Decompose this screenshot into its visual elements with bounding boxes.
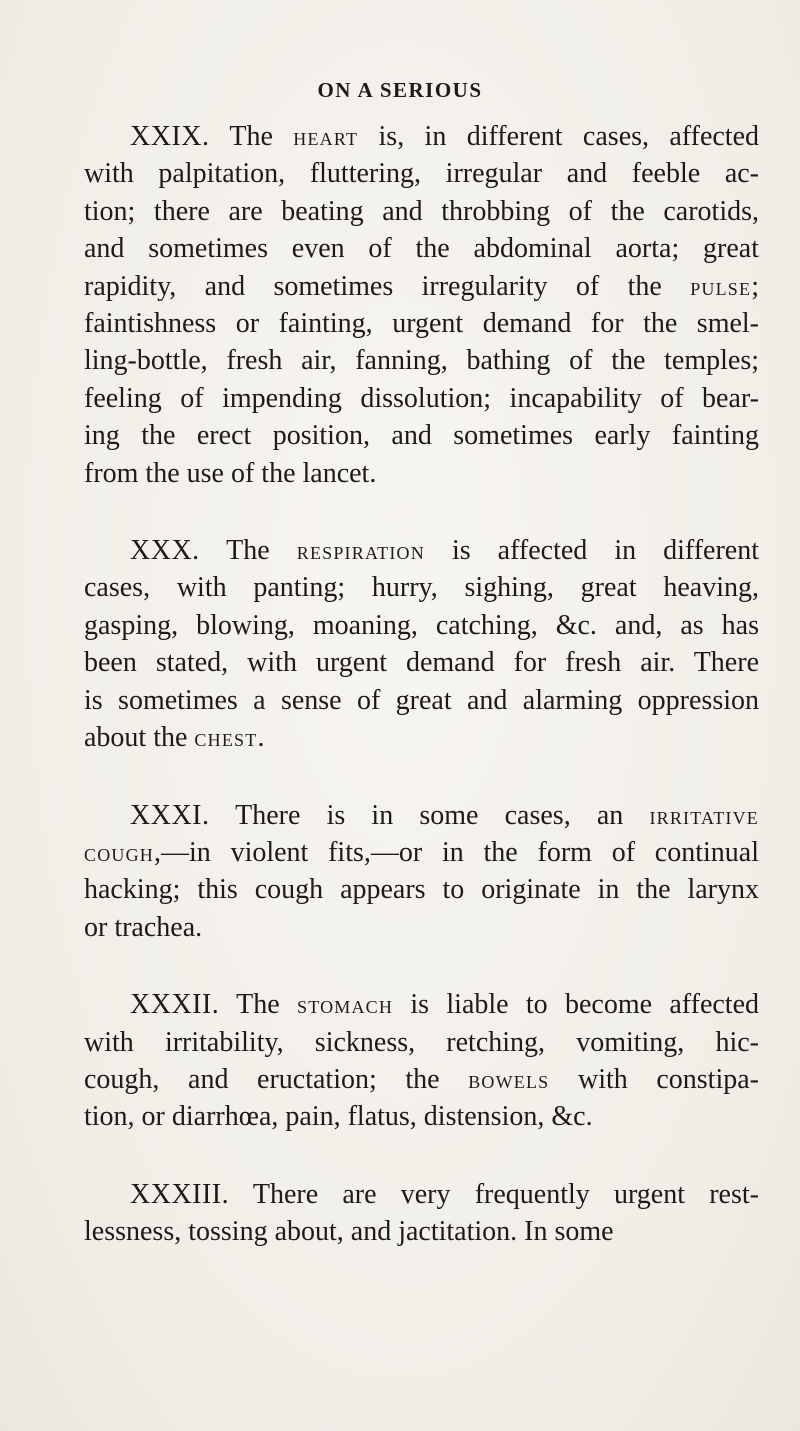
text-line	[84, 305, 759, 342]
paragraph-xxxiii	[84, 1176, 759, 1251]
text-run: tion; there are beating and throbbing of the carotids,	[84, 195, 759, 227]
text-line	[84, 118, 759, 155]
text-run: is liable to become affected	[393, 989, 760, 1021]
text-run: is affected in different	[424, 535, 759, 567]
small-caps-term: respiration	[296, 536, 425, 566]
paragraph-xxxii	[84, 986, 759, 1136]
text-run: cases, with panting; hurry, sighing, great heaving,	[84, 572, 759, 604]
text-run: ing the erect position, and sometimes early fainting	[84, 420, 759, 452]
text-line	[84, 607, 759, 644]
small-caps-term: cough	[84, 837, 155, 867]
text-run: or trachea.	[84, 911, 203, 943]
text-line	[84, 1024, 759, 1061]
text-run: faintishness or fainting, urgent demand for the smel-	[84, 308, 759, 340]
paragraph-xxx	[84, 532, 759, 756]
text-line	[84, 417, 759, 454]
small-caps-term: chest	[194, 723, 258, 753]
section-number: XXXI.	[130, 799, 210, 831]
text-run: with constipa-	[549, 1063, 759, 1095]
section-number: XXIX.	[130, 121, 210, 152]
text-run: lessness, tossing about, and jactitation. In some	[84, 1216, 614, 1248]
paragraph-xxix	[84, 118, 759, 492]
text-line	[84, 1061, 759, 1098]
text-run: ,—in violent fits,—or in the form of continual	[154, 836, 759, 868]
text-line	[84, 986, 759, 1023]
text-run: There is in some cases, an	[209, 799, 650, 831]
text-run: The	[209, 121, 294, 152]
text-line	[84, 1098, 759, 1135]
small-caps-term: bowels	[468, 1064, 550, 1094]
text-line	[84, 909, 759, 946]
small-caps-term: irritative	[649, 800, 759, 830]
text-run: is, in different cases, affected	[358, 121, 760, 152]
text-line	[84, 644, 759, 681]
text-line	[84, 230, 759, 267]
small-caps-term: stomach	[296, 990, 394, 1020]
text-line	[84, 797, 759, 834]
text-run: ;	[751, 270, 759, 302]
text-run: is sometimes a sense of great and alarming oppression	[84, 684, 759, 716]
text-line	[84, 455, 759, 492]
text-run: feeling of impending dissolution; incapability of bear-	[84, 382, 759, 414]
section-number: XXXIII.	[130, 1178, 230, 1210]
text-run: There are very frequently urgent rest-	[229, 1178, 759, 1210]
text-line	[84, 380, 759, 417]
text-run: hacking; this cough appears to originate in the larynx	[84, 874, 759, 906]
body-text	[84, 118, 759, 1251]
text-run: rapidity, and sometimes irregularity of the	[84, 270, 691, 302]
text-run: from the use of the lancet.	[84, 457, 377, 489]
text-run: been stated, with urgent demand for fresh air. There	[84, 647, 759, 679]
section-number: XXXII.	[130, 989, 220, 1021]
small-caps-term: pulse	[690, 271, 752, 301]
text-line	[84, 569, 759, 606]
text-run: cough, and eructation; the	[84, 1063, 469, 1095]
text-line	[84, 155, 759, 192]
text-run: with irritability, sickness, retching, vomiting, hic-	[84, 1026, 759, 1058]
text-run: and sometimes even of the abdominal aorta; great	[84, 233, 759, 265]
text-line	[84, 834, 759, 871]
section-number: XXX.	[130, 535, 200, 567]
text-line	[84, 682, 759, 719]
text-line	[84, 342, 759, 379]
text-line	[84, 1213, 759, 1250]
text-run: about the	[84, 722, 195, 754]
text-line	[84, 1176, 759, 1213]
text-line	[84, 719, 759, 756]
text-line	[84, 268, 759, 305]
text-line	[84, 193, 759, 230]
text-run: tion, or diarrhœa, pain, flatus, distension, &c.	[84, 1101, 593, 1133]
small-caps-term: heart	[293, 122, 359, 151]
text-line	[84, 532, 759, 569]
text-run: The	[199, 535, 297, 567]
text-line	[84, 871, 759, 908]
text-run: gasping, blowing, moaning, catching, &c. and, as has	[84, 609, 759, 641]
text-run: with palpitation, fluttering, irregular and feeble ac-	[84, 158, 759, 190]
text-run: The	[219, 989, 297, 1021]
paragraph-xxxi	[84, 797, 759, 947]
text-run: ling-bottle, fresh air, fanning, bathing of the temples;	[84, 345, 759, 377]
text-run: .	[257, 722, 265, 754]
running-head: ON A SERIOUS	[317, 78, 483, 102]
